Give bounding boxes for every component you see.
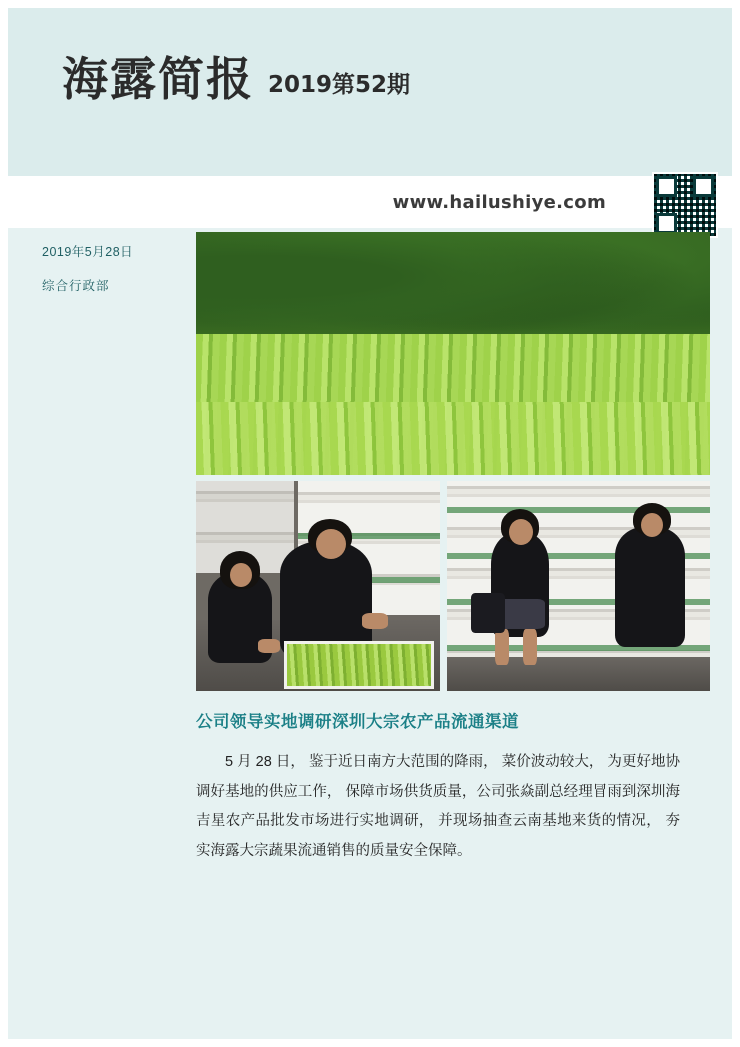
page-border-right [732, 0, 740, 1047]
qr-corner-marker [656, 213, 677, 234]
person-face [641, 513, 663, 537]
masthead [8, 8, 732, 176]
staff-in-front-of-stacked-boxes-photo [447, 481, 710, 691]
person-figure-man [615, 527, 685, 647]
staff-inspecting-vegetable-box-photo [196, 481, 440, 691]
page-border-left [0, 0, 8, 1047]
brand-title: 海露简报 [62, 52, 254, 106]
handbag [471, 593, 505, 633]
meta-column [42, 246, 182, 294]
qr-code-icon[interactable] [652, 172, 718, 238]
url-band [8, 176, 732, 228]
person-face [316, 529, 346, 559]
green-leaves-region [196, 232, 710, 344]
article-paragraph: 5 月 28 日， 鉴于近日南方大范围的降雨， 菜价波动较大， 为更好地协调好基地的供应工作， 保障市场供货质量，公司张焱副总经理冒雨到深圳海吉星农产品批发市场进行实地调研， 并现场抽查云南基地来货的情况， 夯实海露大宗蔬果流通销售的质量安全保障。 [196, 754, 680, 860]
page-border-bottom [0, 1039, 740, 1047]
person-face [230, 563, 252, 587]
person-face [509, 519, 533, 545]
person-hand [362, 613, 388, 629]
vegetable-sample-tray [284, 641, 434, 689]
publish-date: 2019年5月28日 [42, 245, 134, 259]
article-headline: 公司领导实地调研深圳大宗农产品流通渠道 [196, 713, 519, 731]
masthead-title-group [62, 52, 411, 106]
box-green-stripe [447, 507, 710, 513]
person-hand [258, 639, 280, 653]
leafy-greens-in-crate-photo [196, 232, 710, 475]
person-leg [495, 629, 509, 665]
person-leg [523, 629, 537, 665]
page-border-top [0, 0, 740, 8]
floor-region [447, 657, 710, 691]
vegetable-stems-front-region [196, 402, 710, 475]
department-label: 综合行政部 [42, 278, 110, 293]
issue-label: 2019第52期 [268, 72, 411, 98]
website-url[interactable]: www.hailushiye.com [392, 192, 606, 213]
